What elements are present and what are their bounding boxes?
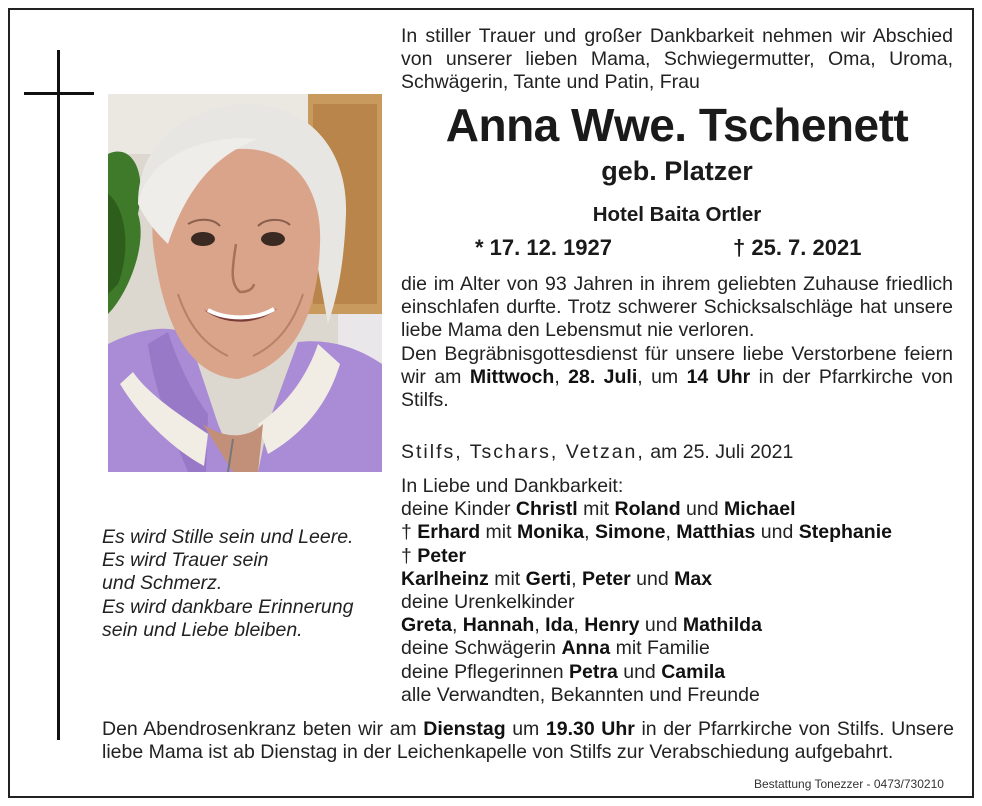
funeral-time: 14 Uhr <box>686 365 751 388</box>
poem-line: und Schmerz. <box>102 572 223 595</box>
poem-line: Es wird Stille sein und Leere. <box>102 526 354 548</box>
poem-line: sein und Liebe bleiben. <box>102 618 303 641</box>
body-paragraph: die im Alter von 93 Jahren in ihrem geliebten Zuhause friedlich einschlafen durfte. Trotz schwerer Schicksalschläge hat unsere liebe Mama den Lebensmut nie verloren. <box>401 273 953 342</box>
family-member-name: Henry <box>584 614 640 637</box>
footer-time: 19.30 Uhr <box>545 718 635 740</box>
poem-line: Es wird dankbare Erinnerung <box>102 595 354 618</box>
family-member-name: Karlheinz <box>401 567 489 590</box>
family-member-name: Peter <box>581 567 631 590</box>
family-member-name: Peter <box>417 544 467 567</box>
family-member-name: Simone <box>595 521 666 544</box>
family-text: † <box>401 521 418 544</box>
family-text: , <box>665 521 677 544</box>
place-date: am 25. Juli 2021 <box>644 441 794 463</box>
poem <box>102 526 392 642</box>
family-line <box>401 498 953 521</box>
body-text <box>401 273 953 412</box>
family-text: mit <box>488 567 526 590</box>
hotel-name: Hotel Baita Ortler <box>592 203 762 226</box>
family-text: , <box>571 567 582 590</box>
family-member-name: Hannah <box>462 614 535 637</box>
funeral-separator: , um <box>637 365 687 388</box>
funeral-day: Mittwoch <box>469 365 555 388</box>
family-member-name: Max <box>674 567 713 590</box>
family-member-name: Michael <box>724 498 796 521</box>
funeral-date: 28. Juli <box>568 365 638 388</box>
family-text: , <box>534 614 546 637</box>
funeral-separator: , <box>554 365 569 388</box>
family-text: deine Kinder <box>401 498 516 521</box>
family-member-name: Monika <box>516 521 585 544</box>
family-line <box>401 545 953 568</box>
family-line <box>401 591 953 614</box>
family-text: alle Verwandten, Bekannten und Freunde <box>401 683 760 706</box>
family-member-name: Mathilda <box>682 614 762 637</box>
family-member-name: Petra <box>569 660 618 683</box>
family-line <box>401 661 953 684</box>
family-line <box>401 521 953 544</box>
footer-day: Dienstag <box>423 718 506 740</box>
family-line <box>401 614 953 637</box>
footer-intro: Den Abendrosenkranz beten wir am <box>102 718 424 740</box>
family-member-name: Christl <box>515 498 578 521</box>
maiden-name: geb. Platzer <box>601 156 753 186</box>
footer-separator: um <box>505 718 546 740</box>
family-text: mit Familie <box>610 637 710 660</box>
footer-details: in der Pfarrkirche von Stilfs. Unsere liebe Mama ist ab Dienstag in der Leichenkapelle von Stilfs zur Verabschiedung aufgebahrt. <box>102 718 954 764</box>
funeral-location: in der Pfarrkirche von Stilfs. <box>401 365 953 412</box>
family-text: deine Urenkelkinder <box>401 591 575 614</box>
family-text: mit <box>480 521 517 544</box>
death-date: † 25. 7. 2021 <box>733 235 862 260</box>
family-list <box>401 475 953 707</box>
family-member-name: Ida <box>545 614 574 637</box>
funeral-paragraph <box>401 343 953 411</box>
family-text: deine Pflegerinnen <box>401 660 570 683</box>
cross-vertical-bar <box>57 50 60 740</box>
family-line <box>401 637 953 660</box>
family-member-name: Anna <box>561 637 611 660</box>
family-text: und <box>617 660 662 683</box>
family-line <box>401 684 953 707</box>
family-text: , <box>451 614 463 637</box>
cross-horizontal-bar <box>24 92 94 95</box>
family-text: , <box>573 614 585 637</box>
family-member-name: Matthias <box>676 521 756 544</box>
poem-line: Es wird Trauer sein <box>102 549 269 572</box>
family-line <box>401 568 953 591</box>
undertaker-credit: Bestattung Tonezzer - 0473/730210 <box>754 777 944 791</box>
family-text: und <box>755 521 799 544</box>
portrait-photo-drawing <box>108 94 382 472</box>
family-member-name: Roland <box>614 498 681 521</box>
family-intro: In Liebe und Dankbarkeit: <box>401 475 624 497</box>
family-text: , <box>584 521 595 544</box>
places: Stilfs, Tschars, Vetzan, <box>401 441 645 463</box>
life-dates <box>401 233 953 263</box>
birth-date: * 17. 12. 1927 <box>475 235 613 260</box>
family-text: und <box>639 614 683 637</box>
funeral-text: Den Begräbnisgottesdienst für unsere liebe Verstorbene feiern wir am <box>401 342 953 388</box>
family-member-name: Gerti <box>525 567 572 590</box>
deceased-name: Anna Wwe. Tschenett <box>445 99 909 151</box>
intro-text: In stiller Trauer und großer Dankbarkeit nehmen wir Abschied von unserer lieben Mama, Schwiegermutter, Oma, Uroma, Schwägerin, Tante und Patin, Frau <box>401 25 953 94</box>
family-member-name: Camila <box>661 660 726 683</box>
family-text: und <box>630 567 675 590</box>
family-member-name: Stephanie <box>798 521 892 544</box>
family-text: mit <box>577 498 615 521</box>
footer-text <box>102 718 954 764</box>
place-date-line <box>401 441 953 464</box>
family-member-name: Greta <box>401 614 452 637</box>
family-text: und <box>680 498 724 521</box>
portrait-photo <box>108 94 382 472</box>
family-text: † <box>401 544 418 567</box>
family-member-name: Erhard <box>417 521 481 544</box>
family-text: deine Schwägerin <box>401 637 562 660</box>
